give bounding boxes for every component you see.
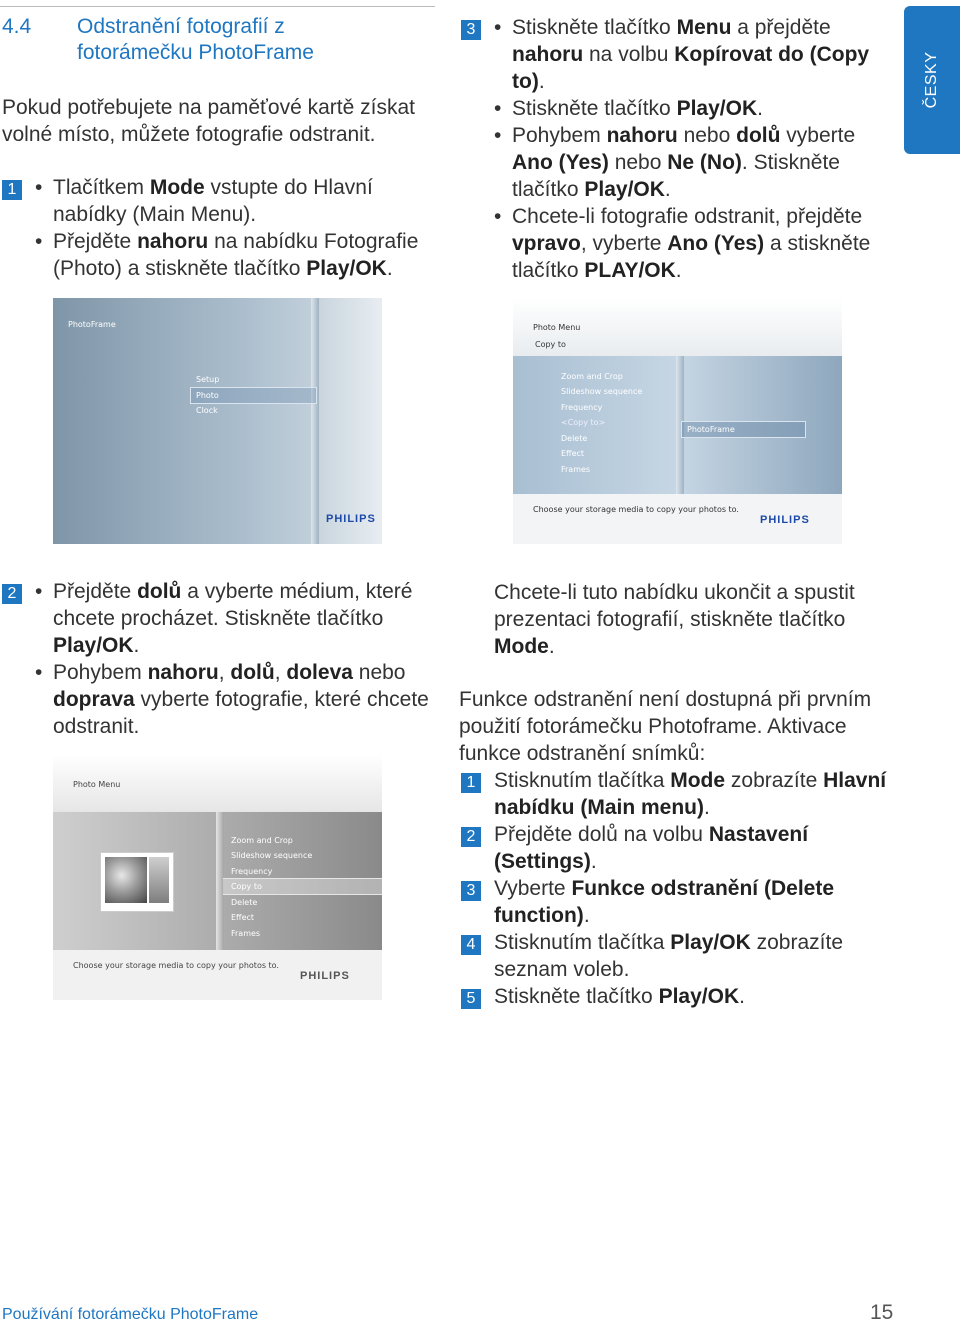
- menu-item: Slideshow sequence: [561, 387, 643, 396]
- language-tab: [904, 6, 960, 154]
- section-number: 4.4: [2, 15, 32, 38]
- delete-step-1-text: Stisknutím tlačítka Mode zobrazíte Hlavní nabídku (Main menu).: [494, 769, 887, 819]
- menu-item-photo: Photo: [196, 391, 219, 400]
- footer-title: Používání fotorámečku PhotoFrame: [2, 1306, 259, 1323]
- intro-text: Pokud potřebujete na paměťové kartě získat volné místo, můžete fotografie odstranit.: [2, 96, 415, 146]
- note-text: Funkce odstranění není dostupná při prvním použití fotorámečku Photoframe. Aktivace funkce odstranění snímků:: [459, 688, 872, 765]
- screenshot-copy-to-menu: [513, 298, 842, 544]
- menu-item-clock: Clock: [196, 406, 218, 415]
- menu-item: Effect: [561, 449, 585, 458]
- header-rule: [0, 6, 435, 7]
- list-item: • Pohybem nahoru nebo dolů vyberte Ano (Yes) nebo Ne (No). Stiskněte tlačítko Play/OK.: [494, 122, 894, 203]
- menu-item: Slideshow sequence: [231, 851, 313, 860]
- section-title-line2: fotorámečku PhotoFrame: [77, 41, 314, 64]
- screenshot-photo-menu: [53, 754, 382, 1000]
- menu-item-setup: Setup: [196, 375, 220, 384]
- menu-item: Effect: [231, 913, 255, 922]
- delete-step-1-badge: 1: [461, 773, 481, 793]
- screen-shadow-bar: [311, 298, 319, 544]
- screenshot-main-menu: [53, 298, 382, 544]
- philips-logo: PHILIPS: [326, 513, 376, 525]
- menu-item: Frames: [231, 929, 261, 938]
- delete-step-3-text: Vyberte Funkce odstranění (Delete function).: [494, 877, 834, 927]
- delete-step-5-badge: 5: [461, 989, 481, 1009]
- list-item: • Stiskněte tlačítko Menu a přejděte nahoru na volbu Kopírovat do (Copy to).: [494, 14, 894, 95]
- menu-item: Frequency: [561, 403, 603, 412]
- step-3-list: [494, 14, 894, 284]
- delete-step-4-text: Stisknutím tlačítka Play/OK zobrazíte seznam voleb.: [494, 931, 843, 981]
- photo-thumbnail: [100, 852, 174, 912]
- target-photoframe: PhotoFrame: [687, 425, 735, 434]
- list-item: • Stiskněte tlačítko Play/OK.: [494, 95, 894, 122]
- section-title: [77, 14, 314, 66]
- screen-title: Photo Menu: [533, 323, 581, 332]
- delete-step-2-badge: 2: [461, 827, 481, 847]
- screen-footer: Choose your storage media to copy your photos to.: [533, 505, 739, 514]
- photo-thumbnail-image: [105, 857, 147, 903]
- step-3-badge: 3: [461, 20, 481, 40]
- step-1-badge: 1: [2, 180, 22, 200]
- menu-item: Frames: [561, 465, 591, 474]
- screen-footer: Choose your storage media to copy your photos to.: [73, 961, 279, 970]
- list-item: • Přejděte dolů a vyberte médium, které chcete procházet. Stiskněte tlačítko Play/OK.: [35, 578, 445, 659]
- philips-logo: PHILIPS: [760, 514, 810, 526]
- photo-thumbnail-side: [149, 857, 169, 903]
- delete-step-2-text: Přejděte dolů na volbu Nastavení (Settings).: [494, 823, 809, 873]
- page-number: 15: [870, 1301, 894, 1324]
- screen-title: Photo Menu: [73, 780, 121, 789]
- exit-text: Chcete-li tuto nabídku ukončit a spustit prezentaci fotografií, stiskněte tlačítko Mode.: [494, 581, 855, 658]
- step-1-list: [35, 174, 445, 282]
- list-item: • Přejděte nahoru na nabídku Fotografie (Photo) a stiskněte tlačítko Play/OK.: [35, 228, 445, 282]
- menu-item: Delete: [561, 434, 588, 443]
- list-item: • Pohybem nahoru, dolů, doleva nebo doprava vyberte fotografie, které chcete odstranit.: [35, 659, 445, 740]
- delete-step-3-badge: 3: [461, 881, 481, 901]
- screen-right-panel: [319, 298, 382, 544]
- screen-title: PhotoFrame: [68, 320, 116, 329]
- menu-item: Delete: [231, 898, 258, 907]
- language-tab-label: ČESKY: [923, 51, 940, 109]
- section-title-line1: Odstranění fotografií z: [77, 15, 285, 38]
- step-2-list: [35, 578, 445, 740]
- menu-item: Zoom and Crop: [561, 372, 623, 381]
- delete-step-4-badge: 4: [461, 935, 481, 955]
- delete-step-5-text: Stiskněte tlačítko Play/OK.: [494, 985, 745, 1008]
- list-item: • Tlačítkem Mode vstupte do Hlavní nabídky (Main Menu).: [35, 174, 445, 228]
- list-item: • Chcete-li fotografie odstranit, přejděte vpravo, vyberte Ano (Yes) a stiskněte tlačítko PLAY/OK.: [494, 203, 894, 284]
- menu-item-selected: <Copy to>: [561, 418, 606, 427]
- screen-subtitle: Copy to: [535, 340, 566, 349]
- philips-logo: PHILIPS: [300, 970, 350, 982]
- menu-item: Zoom and Crop: [231, 836, 293, 845]
- step-2-badge: 2: [2, 584, 22, 604]
- menu-item-selected: Copy to: [231, 882, 262, 891]
- menu-item: Frequency: [231, 867, 273, 876]
